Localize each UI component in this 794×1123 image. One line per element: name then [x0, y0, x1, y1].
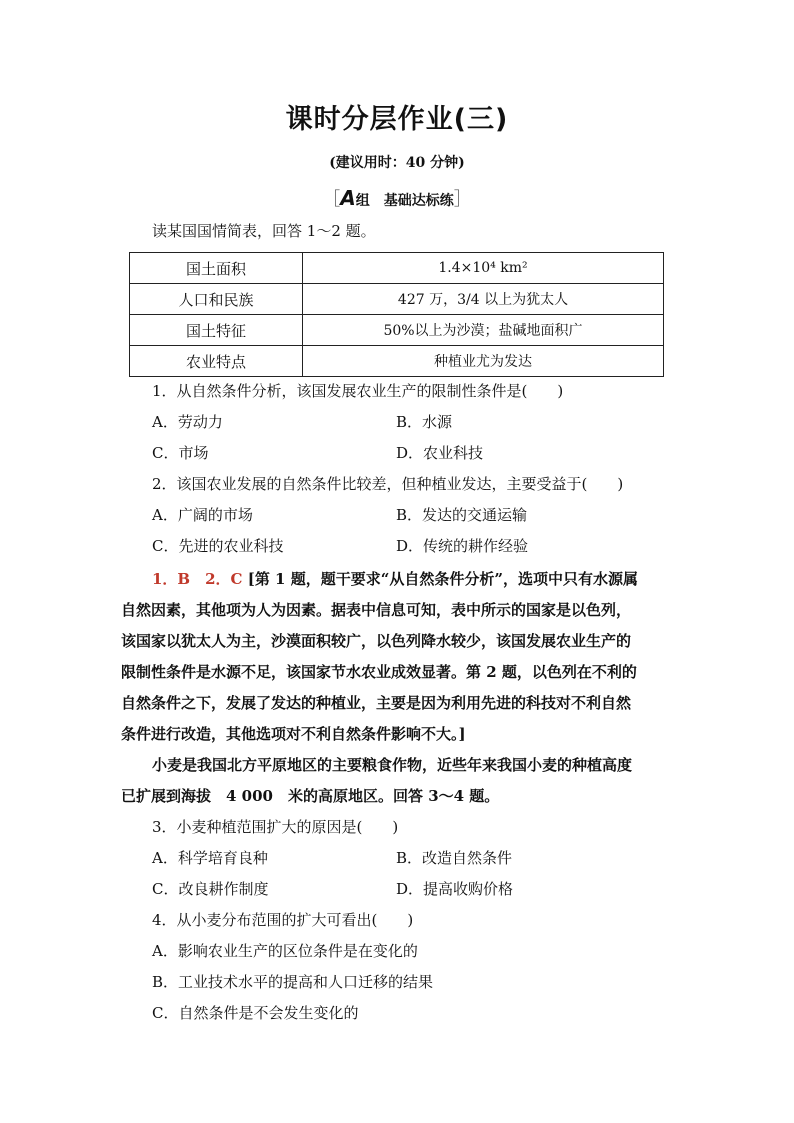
- question-4-option-c: C．自然条件是不会发生变化的: [152, 1004, 359, 1022]
- table-value: 427 万，3/4 以上为犹太人: [303, 284, 664, 315]
- table-key: 国土特征: [130, 315, 303, 346]
- bracket-close: ］: [453, 189, 472, 210]
- question-1-option-a: A．劳动力: [152, 413, 223, 431]
- question-2-stem: 2．该国农业发展的自然条件比较差，但种植业发达，主要受益于( ): [152, 475, 624, 493]
- question-3-option-c: C．改良耕作制度: [152, 880, 269, 898]
- question-3-option-b: B．改造自然条件: [396, 849, 513, 867]
- table-row: [130, 315, 664, 346]
- intro-line: 已扩展到海拔 4 000 米的高原地区。回答 3～4 题。: [121, 787, 500, 805]
- group-label: [0, 185, 794, 211]
- question-2-option-d: D．传统的耕作经验: [396, 537, 529, 555]
- table-row: [130, 253, 664, 284]
- table-row: [130, 284, 664, 315]
- table-key: 人口和民族: [130, 284, 303, 315]
- answer-line: 自然条件之下，发展了发达的种植业，主要是因为利用先进的科技对不利自然: [121, 694, 632, 712]
- group-label-text: 组 基础达标练: [355, 193, 454, 209]
- answer-line: 条件进行改造，其他选项对不利自然条件影响不大。]: [121, 725, 466, 743]
- intro-line: 小麦是我国北方平原地区的主要粮食作物，近些年来我国小麦的种植高度: [152, 756, 633, 774]
- group-letter: A: [340, 186, 356, 210]
- answer-explanation-1-2: [121, 564, 677, 750]
- intro-q3-4: [121, 750, 677, 812]
- table-row: [130, 346, 664, 377]
- question-3-stem: 3．小麦种植范围扩大的原因是( ): [152, 818, 399, 836]
- question-2-option-a: A．广阔的市场: [152, 506, 253, 524]
- question-1-option-b: B．水源: [396, 413, 453, 431]
- question-1-option-c: C．市场: [152, 444, 209, 462]
- question-4-option-b: B．工业技术水平的提高和人口迁移的结果: [152, 973, 434, 991]
- table-value: 种植业尤为发达: [303, 346, 664, 377]
- question-2-option-c: C．先进的农业科技: [152, 537, 284, 555]
- question-1-stem: 1．从自然条件分析，该国发展农业生产的限制性条件是( ): [152, 382, 564, 400]
- answer-line: 限制性条件是水源不足，该国家节水农业成效显著。第 2 题，以色列在不利的: [121, 663, 637, 681]
- answer-keys: 1．B 2．C: [152, 570, 243, 588]
- answer-line: 该国家以犹太人为主，沙漠面积较广，以色列降水较少，该国发展农业生产的: [121, 632, 632, 650]
- table-key: 国土面积: [130, 253, 303, 284]
- answer-line: 自然因素，其他项为人为因素。据表中信息可知，表中所示的国家是以色列，: [121, 601, 632, 619]
- question-2-option-b: B．发达的交通运输: [396, 506, 528, 524]
- bracket-open: ［: [322, 189, 341, 210]
- question-3-option-a: A．科学培育良种: [152, 849, 268, 867]
- suggested-time: (建议用时：40 分钟): [329, 155, 465, 171]
- page-title: 课时分层作业(三): [285, 104, 509, 135]
- question-4-stem: 4．从小麦分布范围的扩大可看出( ): [152, 911, 414, 929]
- question-3-option-d: D．提高收购价格: [396, 880, 514, 898]
- country-info-table: [129, 252, 664, 377]
- table-value: 1.4×10⁴ km²: [303, 253, 664, 284]
- question-1-option-d: D．农业科技: [396, 444, 484, 462]
- table-key: 农业特点: [130, 346, 303, 377]
- intro-q1-2: 读某国国情简表，回答 1～2 题。: [152, 222, 376, 240]
- table-value: 50%以上为沙漠；盐碱地面积广: [303, 315, 664, 346]
- answer-text: [第 1 题，题干要求“从自然条件分析”，选项中只有水源属: [247, 570, 638, 588]
- answer-line: [121, 564, 677, 595]
- question-4-option-a: A．影响农业生产的区位条件是在变化的: [152, 942, 418, 960]
